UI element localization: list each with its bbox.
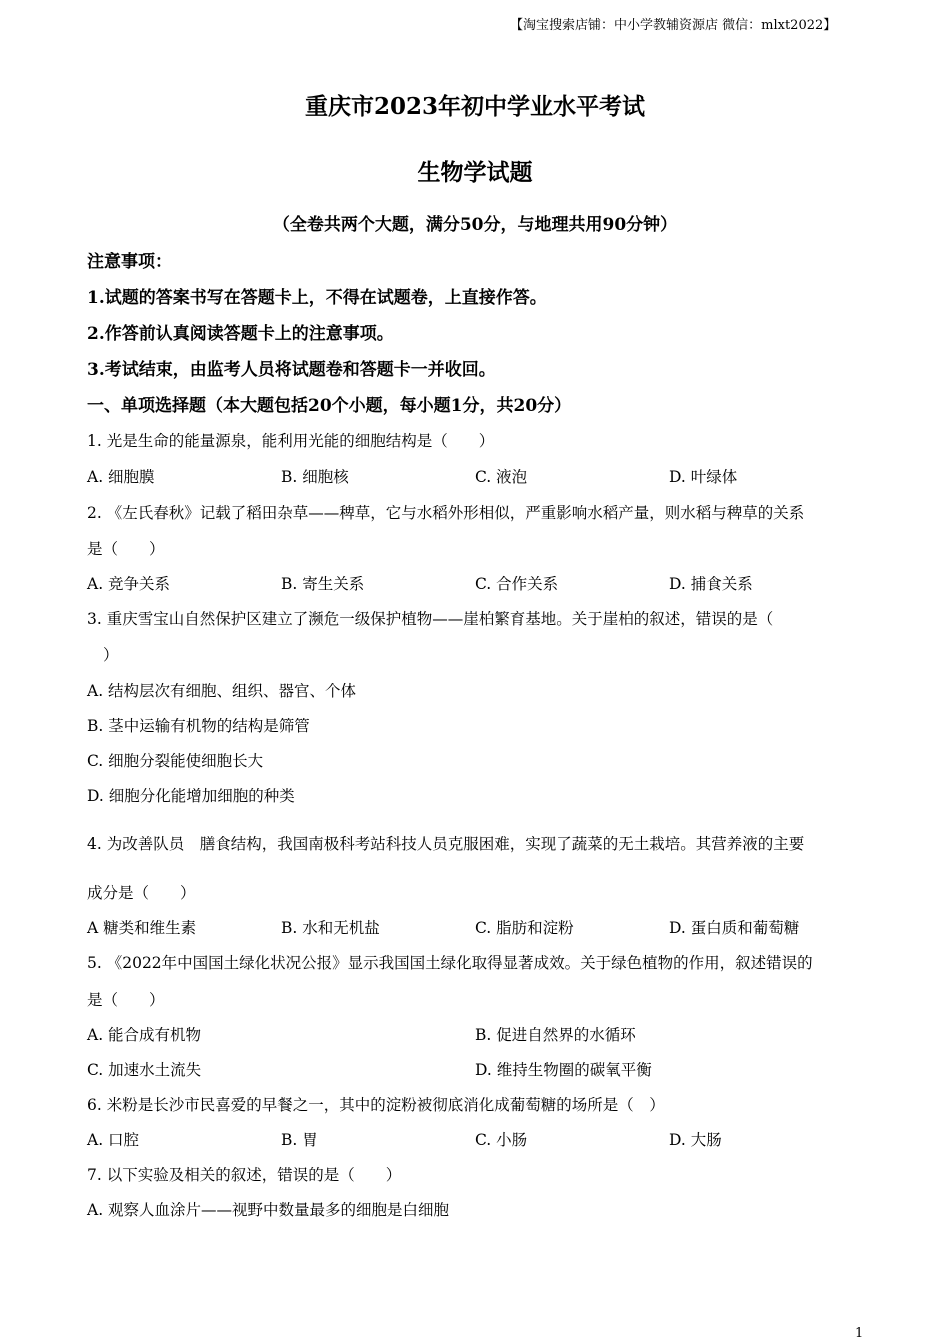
option-d: D. 细胞分化能增加细胞的种类 bbox=[87, 787, 295, 805]
option-d: D. 捕食关系 bbox=[669, 575, 753, 593]
exam-title: 重庆市2023年初中学业水平考试 bbox=[304, 93, 645, 120]
option-b: B. 寄生关系 bbox=[281, 575, 365, 593]
question-text: ） bbox=[103, 646, 119, 664]
notice-item: 1.试题的答案书写在答题卡上，不得在试题卷，上直接作答。 bbox=[87, 288, 547, 308]
question-text: 是（ ） bbox=[87, 991, 165, 1009]
question-text: 3. 重庆雪宝山自然保护区建立了濒危一级保护植物——崖柏繁育基地。关于崖柏的叙述，错误的是（ bbox=[87, 610, 774, 628]
notice-item: 2.作答前认真阅读答题卡上的注意事项。 bbox=[87, 324, 394, 344]
option-c: C. 细胞分裂能使细胞长大 bbox=[87, 752, 264, 770]
header-note: 【淘宝搜索店铺：中小学教辅资源店 微信：mlxt2022】 bbox=[510, 18, 837, 33]
option-b: B. 水和无机盐 bbox=[281, 919, 380, 937]
option-c: C. 液泡 bbox=[475, 468, 528, 486]
question-text: 7. 以下实验及相关的叙述，错误的是（ ） bbox=[87, 1166, 402, 1184]
question-text: 6. 米粉是长沙市民喜爱的早餐之一，其中的淀粉被彻底消化成葡萄糖的场所是（ ） bbox=[87, 1096, 665, 1114]
page-number: 1 bbox=[855, 1326, 864, 1341]
option-a: A 糖类和维生素 bbox=[87, 919, 197, 937]
option-a: A. 细胞膜 bbox=[87, 468, 155, 486]
option-c: C. 加速水土流失 bbox=[87, 1061, 202, 1079]
question-text: 成分是（ ） bbox=[87, 884, 196, 902]
question-text: 是（ ） bbox=[87, 540, 165, 558]
question-text: 2. 《左氏春秋》记载了稻田杂草——稗草，它与水稻外形相似，严重影响水稻产量，则水稻与稗草的关系 bbox=[87, 504, 805, 522]
option-a: A. 结构层次有细胞、组织、器官、个体 bbox=[87, 682, 357, 700]
option-a: A. 口腔 bbox=[87, 1131, 140, 1149]
option-b: B. 胃 bbox=[281, 1131, 318, 1149]
question-text: 5. 《2022年中国国土绿化状况公报》显示我国国土绿化取得显著成效。关于绿色植物的作用，叙述错误的 bbox=[87, 954, 813, 972]
option-c: C. 合作关系 bbox=[475, 575, 559, 593]
option-d: D. 维持生物圈的碳氧平衡 bbox=[475, 1061, 652, 1079]
notice-item: 3.考试结束，由监考人员将试题卷和答题卡一并收回。 bbox=[87, 360, 496, 380]
exam-subtitle: （全卷共两个大题，满分50分，与地理共用90分钟） bbox=[272, 215, 678, 235]
option-c: C. 脂肪和淀粉 bbox=[475, 919, 574, 937]
option-b: B. 细胞核 bbox=[281, 468, 349, 486]
option-d: D. 叶绿体 bbox=[669, 468, 738, 486]
option-b: B. 茎中运输有机物的结构是筛管 bbox=[87, 717, 310, 735]
question-text: 1. 光是生命的能量源泉，能利用光能的细胞结构是（ ） bbox=[87, 432, 495, 450]
notice-heading: 注意事项： bbox=[87, 252, 172, 272]
subject-title: 生物学试题 bbox=[417, 159, 533, 186]
option-a: A. 能合成有机物 bbox=[87, 1026, 202, 1044]
option-d: D. 蛋白质和葡萄糖 bbox=[669, 919, 800, 937]
option-c: C. 小肠 bbox=[475, 1131, 528, 1149]
option-b: B. 促进自然界的水循环 bbox=[475, 1026, 636, 1044]
option-a: A. 观察人血涂片——视野中数量最多的细胞是白细胞 bbox=[87, 1201, 450, 1219]
option-d: D. 大肠 bbox=[669, 1131, 722, 1149]
section-heading: 一、单项选择题（本大题包括20个小题，每小题1分，共20分） bbox=[87, 396, 572, 416]
question-text: 4. 为改善队员 膳食结构，我国南极科考站科技人员克服困难，实现了蔬菜的无土栽培。其营养液的主要 bbox=[87, 835, 805, 853]
option-a: A. 竞争关系 bbox=[87, 575, 171, 593]
